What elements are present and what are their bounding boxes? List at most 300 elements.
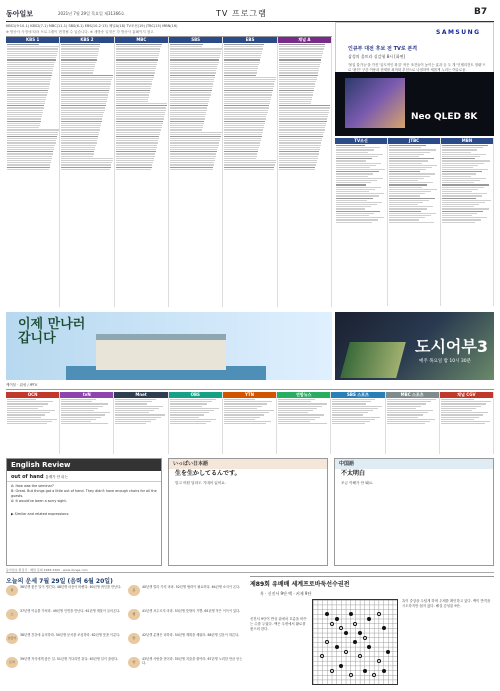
program-row bbox=[387, 403, 426, 404]
chinese-sentence: 不太明白 bbox=[341, 470, 366, 477]
black-stone bbox=[335, 645, 339, 649]
program-row bbox=[61, 136, 98, 137]
program-row bbox=[389, 193, 425, 194]
program-row bbox=[170, 123, 204, 124]
program-row bbox=[170, 110, 207, 111]
program-row bbox=[61, 110, 104, 111]
program-row bbox=[61, 114, 103, 115]
cable-channel-header: tvN bbox=[60, 392, 113, 398]
program-row bbox=[279, 105, 331, 106]
program-row bbox=[170, 116, 205, 117]
program-row bbox=[7, 72, 52, 73]
program-row bbox=[336, 160, 366, 161]
program-row bbox=[116, 134, 160, 135]
program-row bbox=[224, 97, 271, 98]
program-row bbox=[332, 412, 368, 413]
program-row bbox=[441, 421, 490, 422]
program-row bbox=[61, 75, 113, 76]
program-row bbox=[224, 77, 276, 78]
program-row bbox=[7, 90, 48, 91]
program-row bbox=[336, 195, 379, 196]
program-row bbox=[279, 125, 326, 126]
program-row bbox=[170, 410, 214, 411]
program-row bbox=[441, 401, 491, 402]
program-row bbox=[61, 140, 97, 141]
program-row bbox=[7, 403, 48, 404]
program-row bbox=[61, 125, 100, 126]
program-row bbox=[389, 160, 428, 161]
program-row bbox=[279, 46, 325, 47]
program-row bbox=[279, 136, 323, 137]
program-row bbox=[442, 191, 472, 192]
program-row bbox=[7, 97, 46, 98]
program-row bbox=[224, 423, 267, 424]
program-row bbox=[224, 44, 263, 45]
cable-channel-column bbox=[440, 392, 494, 454]
program-row bbox=[7, 417, 41, 418]
program-row bbox=[116, 118, 164, 119]
japanese-title: いっぱい日本語 bbox=[169, 459, 327, 469]
program-row bbox=[116, 136, 160, 137]
channel-column bbox=[169, 37, 223, 307]
program-row bbox=[61, 127, 100, 128]
program-row bbox=[170, 118, 205, 119]
program-row bbox=[442, 160, 490, 161]
program-row bbox=[332, 423, 365, 424]
program-row bbox=[332, 417, 379, 418]
program-row bbox=[115, 419, 155, 420]
program-row bbox=[389, 176, 430, 177]
ad-body: '몰입 불가능'을 가진 '압도적인 화질' 작은 조건들이 높이는 효과 등 두 개 '인텔리전트 열림'으로 '완전' 구간 이용과 현재를 최적화 추천으로 나열하여 새롭게 누리는 여유로움. bbox=[348, 63, 486, 73]
program-row bbox=[61, 145, 96, 146]
program-row bbox=[7, 121, 41, 122]
program-row bbox=[61, 105, 105, 106]
channel-column bbox=[278, 37, 332, 307]
program-row bbox=[170, 57, 220, 58]
tv-product-ad bbox=[335, 72, 494, 136]
program-row bbox=[224, 55, 261, 56]
horoscope-entry bbox=[6, 657, 124, 670]
program-row bbox=[61, 147, 95, 148]
program-row bbox=[332, 414, 363, 415]
program-row bbox=[170, 70, 216, 71]
black-stone bbox=[386, 650, 390, 654]
section-title: TV 프로그램 bbox=[216, 9, 267, 18]
program-row bbox=[442, 180, 480, 181]
program-row bbox=[224, 164, 275, 165]
program-row bbox=[7, 421, 52, 422]
program-row bbox=[224, 153, 257, 154]
program-row bbox=[224, 169, 274, 170]
horoscope-entry bbox=[6, 633, 124, 646]
program-row bbox=[116, 66, 157, 67]
program-row bbox=[387, 419, 435, 420]
newspaper-name: 동아일보 bbox=[6, 9, 34, 18]
program-row bbox=[336, 187, 381, 188]
program-row bbox=[170, 134, 221, 135]
program-row bbox=[279, 132, 324, 133]
program-row bbox=[170, 136, 221, 137]
program-row bbox=[224, 53, 261, 54]
program-row bbox=[170, 97, 210, 98]
program-row bbox=[387, 421, 431, 422]
zodiac-icon: 뱀 bbox=[128, 609, 140, 620]
program-row bbox=[7, 86, 49, 87]
program-row bbox=[442, 182, 474, 183]
program-row bbox=[224, 403, 267, 404]
program-row bbox=[116, 55, 159, 56]
program-row bbox=[61, 59, 96, 60]
program-row bbox=[116, 153, 155, 154]
program-row bbox=[336, 200, 367, 201]
baduk-players: 흑 · 신진서 9단 백 · 커제 9단 bbox=[260, 591, 312, 596]
program-row bbox=[336, 173, 373, 174]
program-row bbox=[61, 129, 99, 130]
program-row bbox=[224, 62, 259, 63]
program-row bbox=[170, 105, 208, 106]
program-row bbox=[224, 145, 259, 146]
program-row bbox=[336, 204, 377, 205]
program-row bbox=[170, 156, 216, 157]
program-row bbox=[336, 213, 374, 214]
program-row bbox=[278, 421, 310, 422]
program-row bbox=[441, 412, 488, 413]
program-row bbox=[7, 399, 36, 400]
program-row bbox=[170, 406, 202, 407]
program-row bbox=[336, 163, 381, 164]
program-row bbox=[442, 193, 487, 194]
program-row bbox=[61, 101, 106, 102]
tv-schedule-grid bbox=[6, 36, 332, 306]
program-row bbox=[7, 160, 51, 161]
program-row bbox=[7, 55, 57, 56]
program-row bbox=[279, 75, 318, 76]
channel-column bbox=[388, 138, 441, 306]
program-row bbox=[170, 412, 209, 413]
white-stone bbox=[358, 654, 362, 658]
program-row bbox=[442, 178, 486, 179]
program-row bbox=[279, 81, 316, 82]
program-row bbox=[279, 44, 325, 45]
program-row bbox=[224, 66, 258, 67]
program-row bbox=[170, 107, 207, 108]
black-stone bbox=[382, 626, 386, 630]
program-row bbox=[336, 152, 368, 153]
program-row bbox=[61, 68, 94, 69]
program-row bbox=[170, 55, 220, 56]
issue-date: 2021년 7월 29일 목요일 제31366호 bbox=[58, 11, 125, 16]
program-row bbox=[116, 140, 159, 141]
program-row bbox=[336, 211, 380, 212]
program-row bbox=[61, 153, 94, 154]
program-row bbox=[442, 145, 488, 146]
program-row bbox=[441, 414, 484, 415]
program-row bbox=[224, 114, 267, 115]
channel-column bbox=[60, 37, 114, 307]
program-row bbox=[170, 62, 219, 63]
program-row bbox=[7, 79, 51, 80]
program-row bbox=[7, 406, 43, 407]
program-row bbox=[279, 62, 321, 63]
program-row bbox=[279, 134, 324, 135]
program-row bbox=[441, 399, 475, 400]
banner-subtitle: 매주 목요일 밤 10시 30분 bbox=[419, 359, 471, 364]
program-row bbox=[61, 116, 103, 117]
program-row bbox=[116, 101, 148, 102]
program-row bbox=[61, 167, 111, 168]
cable-channel-column bbox=[60, 392, 114, 454]
program-row bbox=[389, 222, 434, 223]
chinese-note: 조금 이해가 안 돼요. bbox=[341, 481, 374, 485]
program-row bbox=[224, 46, 263, 47]
program-row bbox=[170, 83, 213, 84]
program-row bbox=[116, 147, 157, 148]
program-row bbox=[224, 72, 257, 73]
japanese-note: 말고 어떤 달라도 기대어 있어요. bbox=[175, 481, 226, 485]
program-row bbox=[224, 70, 257, 71]
white-stone bbox=[330, 622, 334, 626]
program-row bbox=[389, 169, 426, 170]
program-row bbox=[279, 149, 320, 150]
program-row bbox=[7, 419, 57, 420]
program-row bbox=[116, 160, 154, 161]
program-row bbox=[224, 156, 257, 157]
zodiac-icon: 호랑이 bbox=[6, 633, 18, 644]
program-row bbox=[224, 103, 269, 104]
channel-column bbox=[441, 138, 494, 306]
program-row bbox=[389, 219, 419, 220]
program-row bbox=[116, 90, 151, 91]
program-row bbox=[61, 162, 112, 163]
program-row bbox=[279, 114, 329, 115]
program-row bbox=[224, 134, 262, 135]
program-row bbox=[115, 417, 160, 418]
horoscope-text: 40년생 멀리 가지 마라. 52년생 협력이 필요하다. 64년생 소식이 온다. bbox=[142, 585, 241, 589]
program-row bbox=[61, 142, 96, 143]
program-row bbox=[61, 46, 99, 47]
program-row bbox=[170, 44, 203, 45]
program-row bbox=[336, 154, 383, 155]
program-row bbox=[116, 110, 166, 111]
program-row bbox=[389, 182, 433, 183]
program-row bbox=[7, 64, 54, 65]
white-stone bbox=[325, 640, 329, 644]
banner-building bbox=[96, 334, 226, 370]
program-row bbox=[170, 164, 214, 165]
program-row bbox=[170, 68, 217, 69]
program-row bbox=[7, 151, 53, 152]
program-row bbox=[7, 59, 56, 60]
program-row bbox=[7, 110, 43, 111]
program-row bbox=[7, 81, 50, 82]
footer-note: 동아일보 편집국 · 배달 문의 1588-3300 · www.donga.com bbox=[6, 568, 494, 573]
program-row bbox=[7, 412, 50, 413]
program-row bbox=[116, 123, 163, 124]
program-row bbox=[389, 158, 434, 159]
program-row bbox=[332, 401, 370, 402]
program-row bbox=[7, 92, 48, 93]
program-row bbox=[61, 72, 93, 73]
program-row bbox=[389, 206, 433, 207]
black-stone bbox=[344, 631, 348, 635]
program-row bbox=[170, 153, 216, 154]
white-stone bbox=[353, 622, 357, 626]
program-row bbox=[61, 97, 107, 98]
program-row bbox=[116, 112, 166, 113]
program-row bbox=[224, 59, 260, 60]
program-row bbox=[224, 118, 266, 119]
program-row bbox=[389, 211, 421, 212]
program-row bbox=[224, 51, 262, 52]
program-row bbox=[279, 55, 323, 56]
program-row bbox=[442, 215, 472, 216]
program-row bbox=[389, 217, 425, 218]
program-row bbox=[61, 107, 105, 108]
black-stone bbox=[382, 669, 386, 673]
program-row bbox=[224, 149, 258, 150]
program-row bbox=[61, 123, 101, 124]
black-stone bbox=[358, 631, 362, 635]
program-row bbox=[224, 101, 270, 102]
program-row bbox=[332, 408, 377, 409]
program-row bbox=[279, 116, 328, 117]
program-row bbox=[7, 99, 46, 100]
channel-number-line: KBS1(9·10-1) KBS2(7-1) MBC(11-1) SBS(6-1) EBS(10-2·13) 채널A(18) TV조선(19) JTBC(15) MBN(16) bbox=[6, 24, 178, 28]
program-row bbox=[389, 145, 426, 146]
program-row bbox=[115, 401, 151, 402]
program-row bbox=[387, 417, 419, 418]
program-row bbox=[279, 162, 317, 163]
program-row bbox=[387, 399, 436, 400]
white-stone bbox=[377, 659, 381, 663]
program-row bbox=[7, 83, 50, 84]
program-row bbox=[442, 158, 475, 159]
program-row bbox=[279, 151, 320, 152]
program-row bbox=[278, 417, 320, 418]
program-row bbox=[442, 173, 476, 174]
program-row bbox=[170, 94, 211, 95]
program-row bbox=[170, 66, 217, 67]
program-row bbox=[116, 86, 152, 87]
program-row bbox=[116, 44, 162, 45]
program-row bbox=[224, 419, 255, 420]
program-row bbox=[170, 112, 206, 113]
program-row bbox=[61, 149, 95, 150]
program-row bbox=[279, 121, 327, 122]
channel-notice-line: ※ 방송사 사정에 따라 프로그램이 변경될 수 있습니다. ※ 재방송 일정은 각 방송사 홈페이지 참고 bbox=[6, 30, 154, 34]
program-row bbox=[389, 167, 432, 168]
program-row bbox=[336, 184, 366, 185]
program-row bbox=[115, 421, 151, 422]
program-banner-right bbox=[335, 312, 494, 380]
white-stone bbox=[320, 654, 324, 658]
program-row bbox=[61, 57, 97, 58]
program-row bbox=[115, 414, 165, 415]
program-row bbox=[170, 127, 203, 128]
program-row bbox=[332, 410, 372, 411]
program-row bbox=[61, 421, 91, 422]
program-row bbox=[387, 401, 431, 402]
program-row bbox=[170, 59, 219, 60]
program-row bbox=[7, 114, 42, 115]
program-row bbox=[441, 410, 472, 411]
zodiac-icon: 용 bbox=[128, 585, 140, 596]
program-row bbox=[442, 165, 478, 166]
program-row bbox=[279, 156, 318, 157]
program-row bbox=[336, 215, 369, 216]
program-row bbox=[61, 81, 111, 82]
program-row bbox=[389, 171, 420, 172]
cable-channel-header: 연합뉴스 bbox=[277, 392, 330, 398]
program-row bbox=[224, 90, 273, 91]
horoscope-text: 39년생 자식에게 좋은 일. 51년생 기다리면 된다. 63년생 일이 풀린다. bbox=[20, 657, 119, 661]
channel-header: EBS bbox=[223, 37, 276, 43]
program-row bbox=[389, 200, 429, 201]
program-row bbox=[389, 187, 422, 188]
program-row bbox=[279, 160, 317, 161]
program-row bbox=[170, 132, 222, 133]
program-row bbox=[336, 147, 380, 148]
program-row bbox=[332, 399, 375, 400]
channel-header: 채널 A bbox=[278, 37, 331, 43]
white-stone bbox=[344, 650, 348, 654]
program-row bbox=[278, 423, 326, 424]
program-row bbox=[116, 156, 155, 157]
program-row bbox=[7, 51, 58, 52]
program-row bbox=[170, 399, 217, 400]
program-row bbox=[116, 79, 153, 80]
program-row bbox=[224, 401, 272, 402]
samsung-logo: SAMSUNG bbox=[436, 29, 481, 36]
program-row bbox=[224, 406, 262, 407]
program-row bbox=[336, 145, 365, 146]
program-row bbox=[389, 173, 435, 174]
program-row bbox=[441, 406, 481, 407]
program-row bbox=[116, 51, 160, 52]
program-row bbox=[224, 112, 267, 113]
program-row bbox=[441, 408, 477, 409]
program-row bbox=[116, 105, 167, 106]
program-row bbox=[7, 410, 55, 411]
program-row bbox=[332, 406, 382, 407]
program-row bbox=[224, 81, 275, 82]
program-row bbox=[442, 222, 475, 223]
program-row bbox=[279, 99, 312, 100]
program-row bbox=[387, 412, 429, 413]
program-row bbox=[441, 423, 486, 424]
program-row bbox=[224, 68, 258, 69]
program-row bbox=[279, 70, 319, 71]
program-row bbox=[278, 408, 317, 409]
program-row bbox=[278, 412, 308, 413]
program-row bbox=[389, 178, 424, 179]
program-row bbox=[7, 423, 47, 424]
program-row bbox=[279, 103, 311, 104]
program-row bbox=[279, 59, 322, 60]
program-row bbox=[224, 125, 264, 126]
program-row bbox=[7, 138, 57, 139]
white-stone bbox=[372, 673, 376, 677]
program-row bbox=[170, 419, 216, 420]
program-row bbox=[442, 152, 471, 153]
black-stone bbox=[367, 617, 371, 621]
program-row bbox=[389, 208, 427, 209]
horoscope-entry bbox=[128, 633, 246, 646]
program-row bbox=[116, 75, 154, 76]
program-row bbox=[224, 417, 260, 418]
program-row bbox=[7, 94, 47, 95]
program-row bbox=[279, 57, 322, 58]
